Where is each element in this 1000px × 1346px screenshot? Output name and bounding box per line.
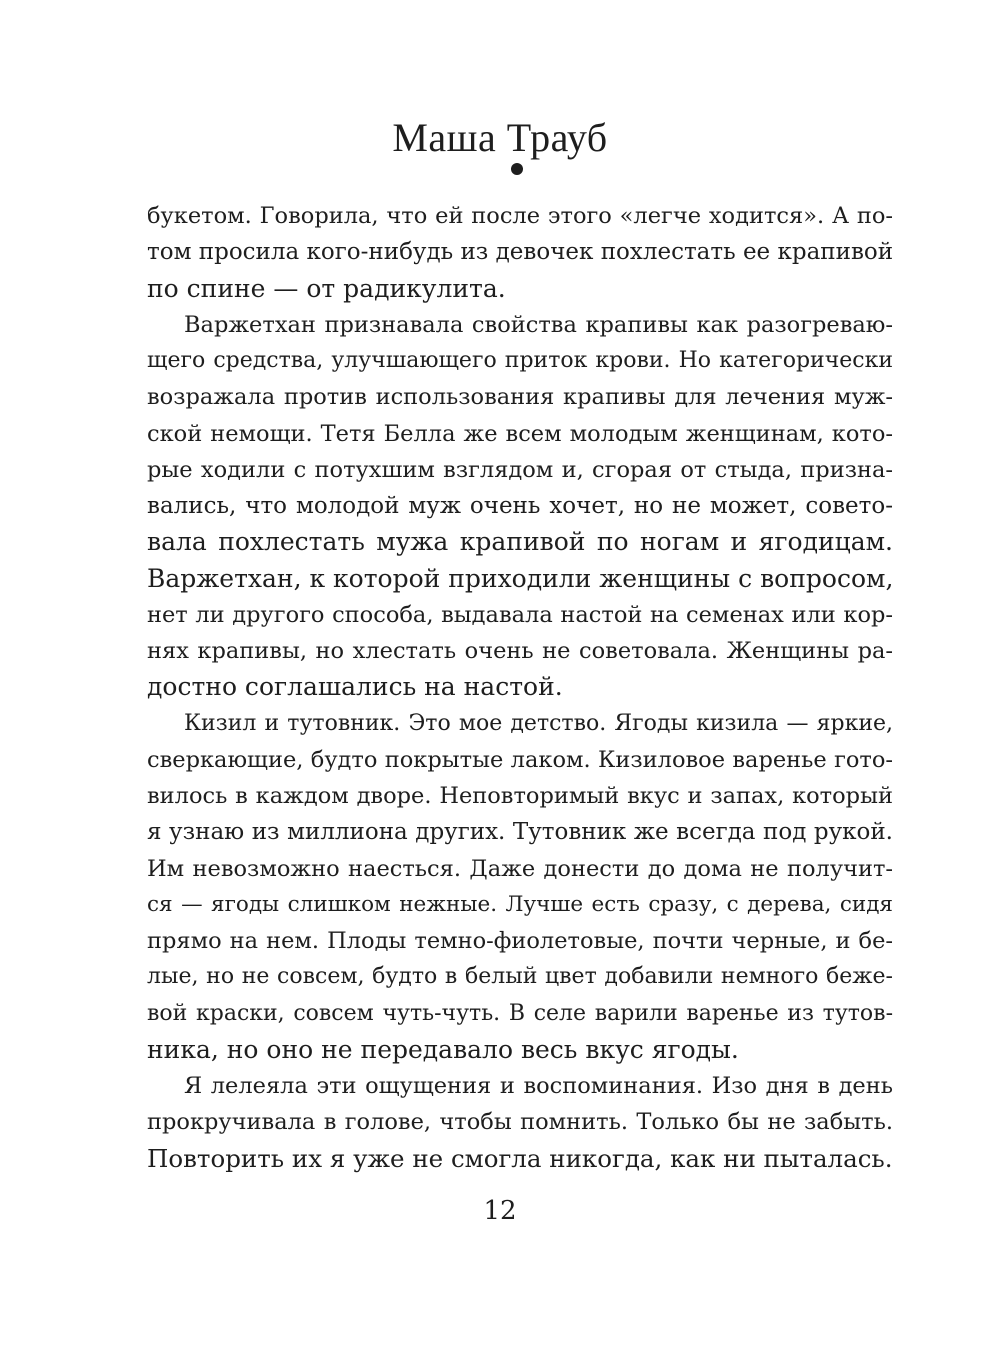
text-line: Повторить их я уже не смогла никогда, как ни пыталась. xyxy=(147,1143,893,1173)
running-head-author: Маша Трауб xyxy=(392,115,608,160)
text-line: лые, но не совсем, будто в белый цвет добавили немного беже- xyxy=(147,964,893,990)
text-line: нет ли другого способа, выдавала настой на семенах или кор- xyxy=(147,601,893,628)
text-line: прямо на нем. Плоды темно-фиолетовые, почти черные, и бе- xyxy=(147,928,893,954)
text-line: нях крапивы, но хлестать очень не советовала. Женщины ра- xyxy=(147,638,893,664)
text-line: сверкающие, будто покрытые лаком. Кизиловое варенье гото- xyxy=(147,746,893,773)
text-line: Им невозможно наесться. Даже донести до дома не получит- xyxy=(147,855,893,882)
text-line: Варжетхан, к которой приходили женщины с вопросом, xyxy=(147,563,894,593)
text-line: возражала против использования крапивы для лечения муж- xyxy=(147,384,893,411)
bullet-ornament xyxy=(511,163,523,175)
text-line: ской немощи. Тетя Белла же всем молодым женщинам, кото- xyxy=(147,420,893,447)
text-line: по спине — от радикулита. xyxy=(147,273,506,303)
body-text xyxy=(147,198,893,1177)
text-line: рые ходили с потухшим взглядом и, сгорая от стыда, призна- xyxy=(147,456,893,483)
text-line: вала похлестать мужа крапивой по ногам и ягодицам. xyxy=(147,527,893,557)
text-line: вилось в каждом дворе. Неповторимый вкус и запах, который xyxy=(147,783,893,809)
text-line: ся — ягоды слишком нежные. Лучше есть сразу, с дерева, сидя xyxy=(147,891,893,917)
text-line: достно соглашались на настой. xyxy=(147,672,563,702)
text-line: прокручивала в голове, чтобы помнить. Только бы не забыть. xyxy=(147,1109,893,1136)
text-line: букетом. Говорила, что ей после этого «легче ходится». А по- xyxy=(147,203,893,229)
text-line: я узнаю из миллиона других. Тутовник же всегда под рукой. xyxy=(147,819,893,846)
text-line: ника, но оно не передавало весь вкус ягоды. xyxy=(147,1034,739,1064)
text-line: Я лелеяла эти ощущения и воспоминания. Изо дня в день xyxy=(184,1073,893,1099)
page-number: 12 xyxy=(483,1196,517,1226)
text-line: щего средства, улучшающего приток крови. Но категорически xyxy=(147,348,893,373)
text-line: вой краски, совсем чуть-чуть. В селе варили варенье из тутов- xyxy=(147,1000,893,1026)
text-line: Кизил и тутовник. Это мое детство. Ягоды кизила — яркие, xyxy=(184,710,893,736)
text-line: Варжетхан признавала свойства крапивы как разогреваю- xyxy=(184,311,893,338)
text-line: том просила кого-нибудь из девочек похлестать ее крапивой xyxy=(147,239,894,266)
text-line: вались, что молодой муж очень хочет, но не может, советo- xyxy=(147,493,893,519)
